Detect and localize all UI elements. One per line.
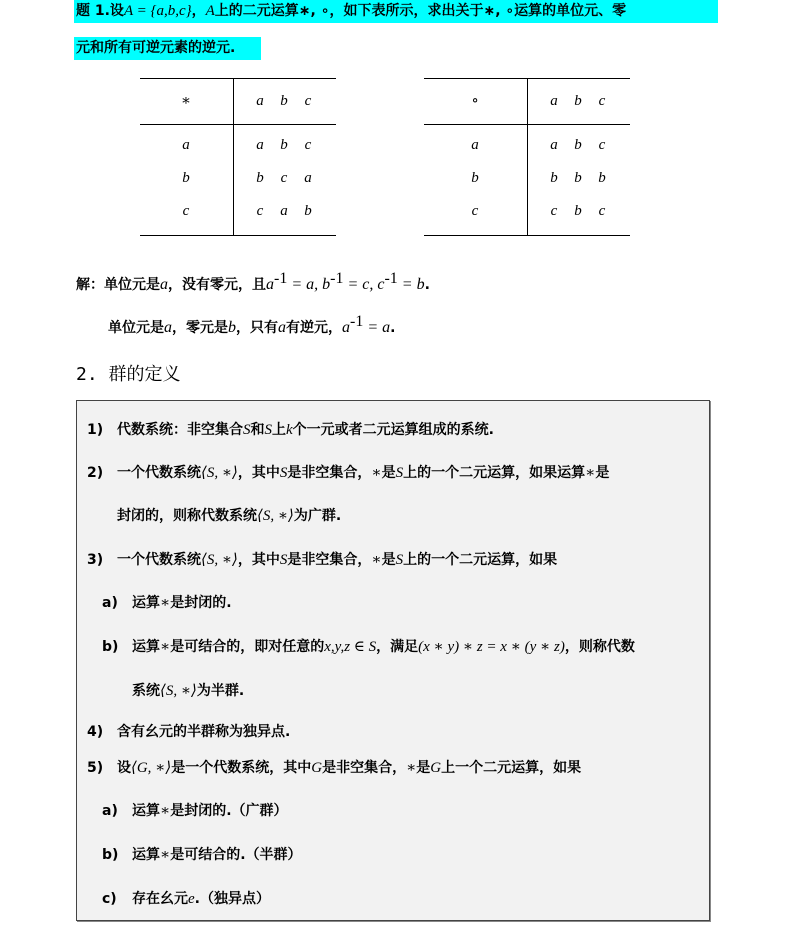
item-number: b) [102,639,119,655]
superscript: -1 [274,270,288,287]
definition-item-5a [102,800,288,820]
math-symbol: x,y,z ∈ S [324,639,377,655]
operation-table-star [140,78,336,236]
item-text: 是非空集合， [287,552,372,568]
definition-item-3b-cont [132,680,244,700]
definition-item-1 [87,419,494,439]
table-cell: c [598,137,606,153]
item-number: c) [102,891,117,907]
table-cell: c [598,203,606,219]
math-symbol: a [266,276,274,293]
math-symbol: ∗ [585,465,596,481]
superscript: -1 [384,270,398,287]
table-cell: a [256,137,264,153]
table-row-label: a [182,137,190,153]
item-number: 5) [87,760,104,776]
item-text: 是一个代数系统，其中 [171,760,312,776]
superscript: -1 [350,313,364,330]
math-symbol: ⟨G, ∗⟩ [131,760,172,776]
table-cell: b [574,170,582,186]
item-number: 3) [87,552,104,568]
math-symbol: c [377,276,385,293]
item-number: 2) [87,465,104,481]
definition-box [76,400,710,921]
item-text: ，满足 [376,639,419,655]
solution-text: ，没有零元，且 [168,277,266,293]
definition-item-3a [102,592,232,612]
item-text: 是可结合的，即对任意的 [170,639,325,655]
table-operator: ∘ [471,93,479,109]
math-symbol: ⟨S, ∗⟩ [201,465,238,481]
math-symbol: ∗ [160,639,171,655]
math-symbol: a [164,319,172,336]
solution-text: 单位元是 [108,320,164,336]
table-col-header: a [256,93,264,109]
table-cell: a [304,170,312,186]
item-text: 含有幺元的半群称为独异点. [117,724,291,740]
item-text: 运算 [132,803,160,819]
item-text: 上的一个二元运算，如果运算 [403,465,586,481]
punct: ， [191,3,206,19]
math-symbol: b [228,319,236,336]
math-symbol: ∗ [160,803,171,819]
item-text: 系统 [132,683,160,699]
item-text: 是非空集合， [322,760,407,776]
operation-table-circle [424,78,630,236]
math-symbol: b [322,276,331,293]
math-symbol: S [279,552,288,568]
math-symbol: S [264,422,272,438]
item-text: 封闭的，则称代数系统 [117,508,257,524]
math-symbol: a [342,319,350,336]
math-symbol: G [311,760,323,776]
table-cell: c [304,137,312,153]
solution-text: . [390,320,396,336]
table-cell: b [280,137,288,153]
math-symbol: = a [363,319,391,336]
item-text: 运算 [132,639,160,655]
table-col-header: b [574,93,582,109]
math-symbol: ∗ [406,760,417,776]
table-operator: ∗ [180,93,192,109]
table-cell: c [256,203,264,219]
item-text: 是 [381,552,396,568]
set-definition: A = {a,b,c} [123,3,192,19]
table-row-label: b [182,170,190,186]
table-header-rule [424,124,630,125]
table-header-rule [140,124,336,125]
item-text: 一个代数系统 [117,552,201,568]
table-cell: c [550,203,558,219]
item-text: 是封闭的. [170,595,232,611]
definition-item-3 [87,549,557,569]
definition-item-4 [87,721,290,741]
math-symbol: = c, [343,276,378,293]
table-row-label: c [471,203,479,219]
item-text: 上一个二元运算，如果 [441,760,582,776]
item-text: 运算 [132,595,160,611]
section-title: 2. 群的定义 [76,364,181,385]
table-col-header: c [598,93,606,109]
question-line-1 [74,0,718,23]
item-number: a) [102,595,118,611]
math-symbol: ⟨S, ∗⟩ [160,683,197,699]
item-number: a) [102,803,118,819]
item-text: ，其中 [237,552,280,568]
item-number: 1) [87,422,104,438]
table-row-label: c [182,203,190,219]
solution-text: ，只有 [236,320,278,336]
solution-text: ，零元是 [172,320,228,336]
math-symbol: S [395,465,404,481]
table-cell: b [550,170,558,186]
solution-text: 有逆元， [286,320,342,336]
solution-line-1 [76,270,430,294]
math-symbol: ⟨S, ∗⟩ [257,508,294,524]
table-cell: b [256,170,264,186]
table-cell: b [304,203,312,219]
item-text: 为广群. [293,508,342,524]
table-cell: b [574,203,582,219]
math-symbol: ∗ [160,847,171,863]
math-symbol: (x ∗ y) ∗ z = x ∗ (y ∗ z) [418,639,565,655]
table-cell: b [598,170,606,186]
item-text: 是 [381,465,396,481]
item-text: 存在幺元 [132,891,188,907]
definition-item-2-cont [117,505,341,525]
table-row-label: b [471,170,479,186]
item-text: 是 [595,465,610,481]
item-text: .（独异点） [194,891,270,907]
math-symbol: ∗ [371,552,382,568]
item-text: 为半群. [196,683,245,699]
table-col-header: b [280,93,288,109]
math-symbol: ∗ [371,465,382,481]
table-cell: c [280,170,288,186]
solution-text: . [424,277,430,293]
math-symbol: a [278,319,286,336]
item-text: ，其中 [237,465,280,481]
item-text: 和 [250,422,265,438]
set-name: A [205,3,215,19]
math-symbol: S [279,465,288,481]
table-row-label: a [471,137,479,153]
definition-item-3b [102,636,635,656]
table-cell: a [550,137,558,153]
math-symbol: G [430,760,442,776]
math-symbol: ∗ [160,595,171,611]
item-number: 4) [87,724,104,740]
table-divider [527,79,528,235]
table-cell: a [280,203,288,219]
math-symbol: S [395,552,404,568]
definition-item-5 [87,757,581,777]
item-text: 上 [272,422,286,438]
item-text: 是非空集合， [287,465,372,481]
table-col-header: c [304,93,312,109]
math-symbol: = a, [287,276,323,293]
definition-item-2 [87,462,609,482]
item-text: 设 [117,760,131,776]
math-symbol: ⟨S, ∗⟩ [201,552,238,568]
item-text: 代数系统：非空集合 [117,422,243,438]
table-divider [233,79,234,235]
question-rest: 上的二元运算∗, ∘，如下表所示，求出关于∗, ∘运算的单位元、零 [214,3,627,19]
definition-item-5c [102,888,270,908]
item-text: 个一元或者二元运算组成的系统. [292,422,494,438]
item-text: 上的一个二元运算，如果 [403,552,558,568]
item-number: b) [102,847,119,863]
solution-line-2 [108,313,396,337]
table-cell: b [574,137,582,153]
solution-text: 解：单位元是 [76,277,160,293]
question-prefix: 题 1.设 [76,3,124,19]
math-symbol: = b [397,276,425,293]
question-line-2: 元和所有可逆元素的逆元. [74,37,261,60]
item-text: 一个代数系统 [117,465,201,481]
math-symbol: a [160,276,168,293]
table-col-header: a [550,93,558,109]
definition-item-5b [102,844,302,864]
math-symbol: k [286,422,293,438]
item-text: 是 [416,760,431,776]
item-text: 运算 [132,847,160,863]
superscript: -1 [330,270,344,287]
math-symbol: e [188,891,195,907]
math-symbol: S [243,422,251,438]
item-text: 是可结合的.（半群） [170,847,302,863]
item-text: 是封闭的.（广群） [170,803,288,819]
item-text: ，则称代数 [564,639,635,655]
